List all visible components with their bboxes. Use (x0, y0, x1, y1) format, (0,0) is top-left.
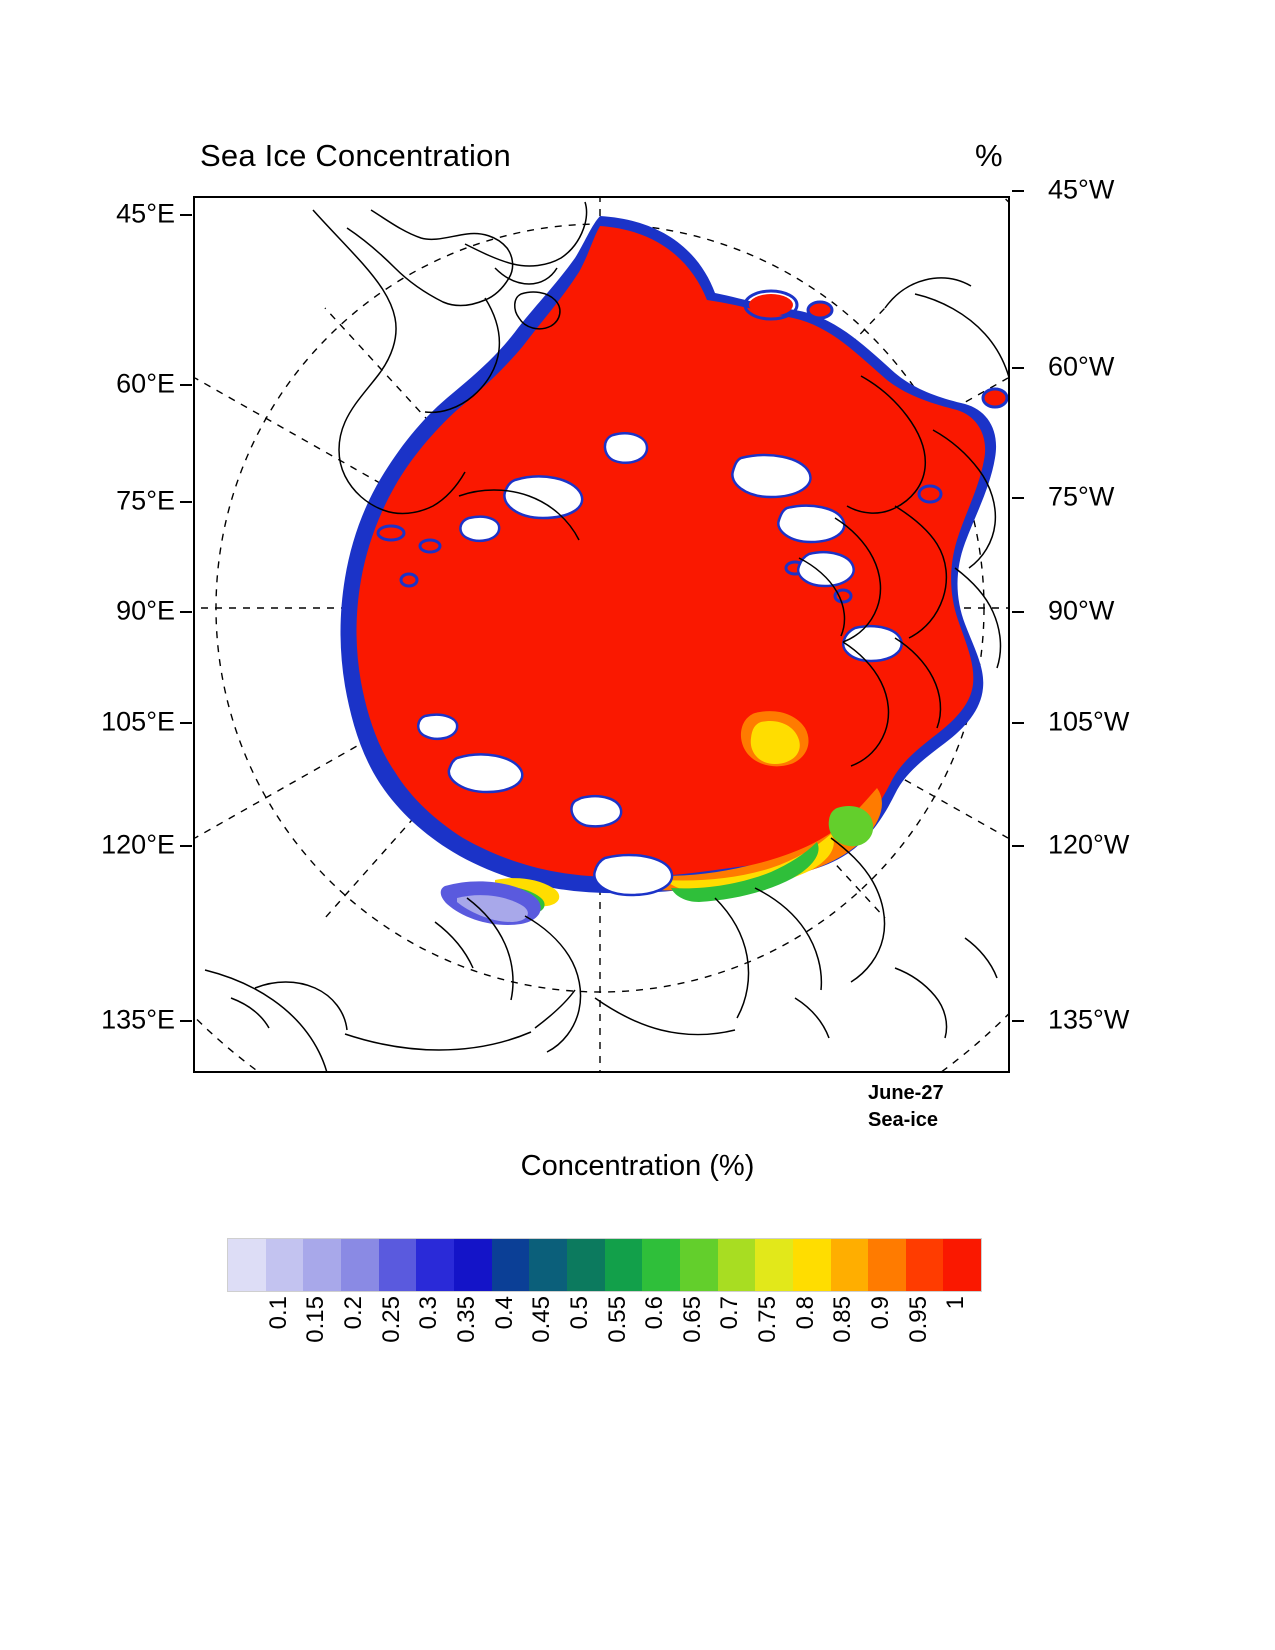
axis-label-left-0: 45°E (116, 198, 175, 229)
colorbar-swatch-10 (605, 1239, 643, 1291)
axis-label-left-1: 60°E (116, 368, 175, 399)
page-title: Sea Ice Concentration (200, 138, 511, 173)
colorbar-tick-17: 0.95 (904, 1296, 932, 1343)
colorbar-swatch-18 (906, 1239, 944, 1291)
colorbar-swatch-16 (831, 1239, 869, 1291)
colorbar-tick-10: 0.6 (641, 1296, 669, 1330)
tick-mark-left-4 (180, 722, 192, 724)
axis-label-left-6: 135°E (101, 1004, 175, 1035)
colorbar-swatch-14 (755, 1239, 793, 1291)
axis-label-right-5: 120°W (1048, 829, 1130, 860)
colorbar-swatch-13 (718, 1239, 756, 1291)
colorbar-swatch-19 (943, 1239, 981, 1291)
colorbar-swatch-8 (529, 1239, 567, 1291)
colorbar-swatch-9 (567, 1239, 605, 1291)
colorbar-tick-13: 0.75 (754, 1296, 782, 1343)
colorbar-swatch-1 (266, 1239, 304, 1291)
axis-label-right-0: 45°W (1048, 174, 1115, 205)
colorbar-swatch-11 (642, 1239, 680, 1291)
tick-mark-left-5 (180, 845, 192, 847)
colorbar-swatch-12 (680, 1239, 718, 1291)
colorbar-swatch-0 (228, 1239, 266, 1291)
colorbar-tick-12: 0.7 (716, 1296, 744, 1330)
tick-mark-left-1 (180, 384, 192, 386)
axis-label-right-6: 135°W (1048, 1004, 1130, 1035)
colorbar-tick-8: 0.5 (565, 1296, 593, 1330)
tick-mark-left-2 (180, 501, 192, 503)
colorbar-swatch-15 (793, 1239, 831, 1291)
tick-mark-left-3 (180, 611, 192, 613)
colorbar-tick-18: 1 (942, 1296, 970, 1310)
axis-label-right-4: 105°W (1048, 706, 1130, 737)
tick-mark-left-6 (180, 1020, 192, 1022)
colorbar-tick-5: 0.35 (452, 1296, 480, 1343)
tick-mark-right-1 (1012, 367, 1024, 369)
colorbar-tick-2: 0.2 (339, 1296, 367, 1330)
colorbar-tick-3: 0.25 (377, 1296, 405, 1343)
colorbar-tick-4: 0.3 (415, 1296, 443, 1330)
sea-ice-field (341, 216, 1008, 925)
tick-mark-right-2 (1012, 497, 1024, 499)
colorbar-swatch-17 (868, 1239, 906, 1291)
colorbar-title: Concentration (%) (520, 1150, 755, 1182)
axis-label-right-2: 75°W (1048, 481, 1115, 512)
axis-label-left-2: 75°E (116, 485, 175, 516)
colorbar-swatch-4 (379, 1239, 417, 1291)
colorbar-swatch-6 (454, 1239, 492, 1291)
axis-label-left-3: 90°E (116, 595, 175, 626)
colorbar-tick-14: 0.8 (791, 1296, 819, 1330)
tick-mark-right-3 (1012, 611, 1024, 613)
annotation-variable: Sea-ice (868, 1109, 939, 1131)
annotation-date: June-27 (868, 1082, 944, 1104)
axis-label-right-1: 60°W (1048, 351, 1115, 382)
tick-mark-right-0 (1012, 190, 1024, 192)
units-label: % (975, 138, 1003, 173)
colorbar-swatch-2 (303, 1239, 341, 1291)
colorbar-swatch-7 (492, 1239, 530, 1291)
tick-mark-right-4 (1012, 722, 1024, 724)
colorbar-tick-15: 0.85 (829, 1296, 857, 1343)
colorbar-tick-1: 0.15 (302, 1296, 330, 1343)
tick-mark-left-0 (180, 214, 192, 216)
axis-label-right-3: 90°W (1048, 595, 1115, 626)
colorbar-tick-labels (227, 1296, 980, 1386)
colorbar-tick-0: 0.1 (264, 1296, 292, 1330)
tick-mark-right-5 (1012, 845, 1024, 847)
map-canvas (195, 198, 1008, 1071)
colorbar-tick-6: 0.4 (490, 1296, 518, 1330)
map-annotation (868, 1080, 944, 1134)
axis-label-left-5: 120°E (101, 829, 175, 860)
colorbar-tick-16: 0.9 (867, 1296, 895, 1330)
colorbar-tick-9: 0.55 (603, 1296, 631, 1343)
colorbar-swatch-5 (416, 1239, 454, 1291)
map-plot-area (193, 196, 1010, 1073)
colorbar-tick-7: 0.45 (528, 1296, 556, 1343)
colorbar-tick-11: 0.65 (678, 1296, 706, 1343)
tick-mark-right-6 (1012, 1020, 1024, 1022)
axis-label-left-4: 105°E (101, 706, 175, 737)
colorbar-swatch-3 (341, 1239, 379, 1291)
colorbar (227, 1238, 982, 1292)
